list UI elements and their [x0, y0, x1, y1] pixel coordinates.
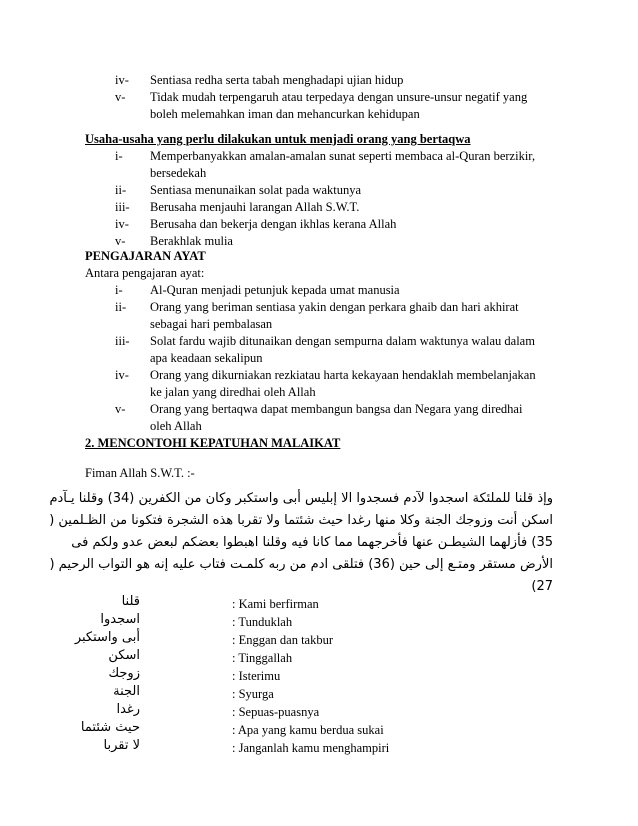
glossary-meaning: : Enggan dan takbur	[232, 633, 334, 647]
list-item-text: ke jalan yang diredhai oleh Allah	[150, 385, 316, 399]
glossary-arabic-term: لا تقربا	[103, 738, 140, 753]
list-number: v-	[115, 234, 126, 248]
list-number: v-	[115, 402, 126, 416]
glossary-arabic-term: زوجك	[108, 666, 140, 681]
list-number: iv-	[115, 73, 129, 87]
arabic-verse-line: 27)	[531, 579, 553, 594]
list-number: iv-	[115, 217, 129, 231]
section-heading: PENGAJARAN AYAT	[85, 249, 206, 263]
section-heading: 2. MENCONTOHI KEPATUHAN MALAIKAT	[85, 436, 341, 450]
glossary-meaning: : Sepuas-puasnya	[232, 705, 320, 719]
glossary-meaning: : Tinggallah	[232, 651, 293, 665]
firman-label: Fiman Allah S.W.T. :-	[85, 466, 195, 480]
glossary-arabic-term: رغدا	[116, 702, 140, 717]
glossary-meaning: : Syurga	[232, 687, 274, 701]
list-number: i-	[115, 149, 123, 163]
glossary-arabic-term: أبى واستكبر	[74, 630, 140, 645]
list-number: i-	[115, 283, 123, 297]
list-item-text: Al-Quran menjadi petunjuk kepada umat manusia	[150, 283, 400, 297]
list-number: iv-	[115, 368, 129, 382]
list-item-text: Orang yang dikurniakan rezkiatau harta kekayaan hendaklah membelanjakan	[150, 368, 536, 382]
arabic-verse-line: اسكن أنت وزوجك الجنة وكلا منها رغدا حيث شئتما ولا تقربا هذه الشجرة فتكونا من الظـلمين (	[49, 513, 553, 528]
list-item-text: Orang yang bertaqwa dapat membangun bangsa dan Negara yang diredhai	[150, 402, 523, 416]
glossary-meaning: : Isterimu	[232, 669, 281, 683]
list-item-text: Solat fardu wajib ditunaikan dengan sempurna dalam waktunya walau dalam	[150, 334, 535, 348]
list-item-text: bersedekah	[150, 166, 207, 180]
glossary-arabic-term: اسجدوا	[100, 612, 140, 627]
glossary-arabic-term: قلنا	[121, 594, 140, 609]
list-item-text: Sentiasa redha serta tabah menghadapi ujian hidup	[150, 73, 404, 87]
arabic-verse-line: وإذ قلنا للملئكة اسجدوا لآدم فسجدوا الا إبليس أبى واستكبر وكان من الكفرين (34) وقلنا يـآدم	[49, 491, 553, 506]
glossary-arabic-term: حيث شئتما	[80, 720, 140, 735]
list-item-text: Berakhlak mulia	[150, 234, 233, 248]
list-item-text: apa keadaan sekalipun	[150, 351, 263, 365]
list-item-text: Memperbanyakkan amalan-amalan sunat seperti membaca al-Quran berzikir,	[150, 149, 536, 163]
section-intro: Antara pengajaran ayat:	[85, 266, 205, 280]
list-item-text: Berusaha menjauhi larangan Allah S.W.T.	[150, 200, 360, 214]
list-item-text: Orang yang beriman sentiasa yakin dengan perkara ghaib dan hari akhirat	[150, 300, 519, 314]
list-item-text: Sentiasa menunaikan solat pada waktunya	[150, 183, 362, 197]
arabic-verse-line: 35) فأزلهما الشيطـن عنها فأخرجهما مما كانا فيه وقلنا اهبطوا بعضكم لبعض عدو ولكم فى	[71, 535, 553, 550]
glossary-arabic-term: الجنة	[113, 684, 140, 699]
list-number: iii-	[115, 334, 130, 348]
arabic-verse-line: الأرض مستقر ومتـع إلى حين (36) فتلقى ادم من ربه كلمـت فتاب عليه إنه هو التواب الرحيم (	[49, 557, 553, 572]
glossary-meaning: : Tunduklah	[232, 615, 293, 629]
list-item-text: boleh melemahkan iman dan mehancurkan kehidupan	[150, 107, 420, 121]
glossary-meaning: : Janganlah kamu menghampiri	[232, 741, 390, 755]
list-item-text: sebagai hari pembalasan	[150, 317, 273, 331]
list-item-text: Berusaha dan bekerja dengan ikhlas kerana Allah	[150, 217, 397, 231]
glossary-meaning: : Apa yang kamu berdua sukai	[232, 723, 384, 737]
list-number: ii-	[115, 183, 127, 197]
list-number: iii-	[115, 200, 130, 214]
list-number: v-	[115, 90, 126, 104]
glossary-arabic-term: اسكن	[108, 648, 140, 663]
list-number: ii-	[115, 300, 127, 314]
list-item-text: Tidak mudah terpengaruh atau terpedaya dengan unsure-unsur negatif yang	[150, 90, 528, 104]
glossary-meaning: : Kami berfirman	[232, 597, 319, 611]
section-heading: Usaha-usaha yang perlu dilakukan untuk menjadi orang yang bertaqwa	[85, 132, 471, 146]
list-item-text: oleh Allah	[150, 419, 202, 433]
